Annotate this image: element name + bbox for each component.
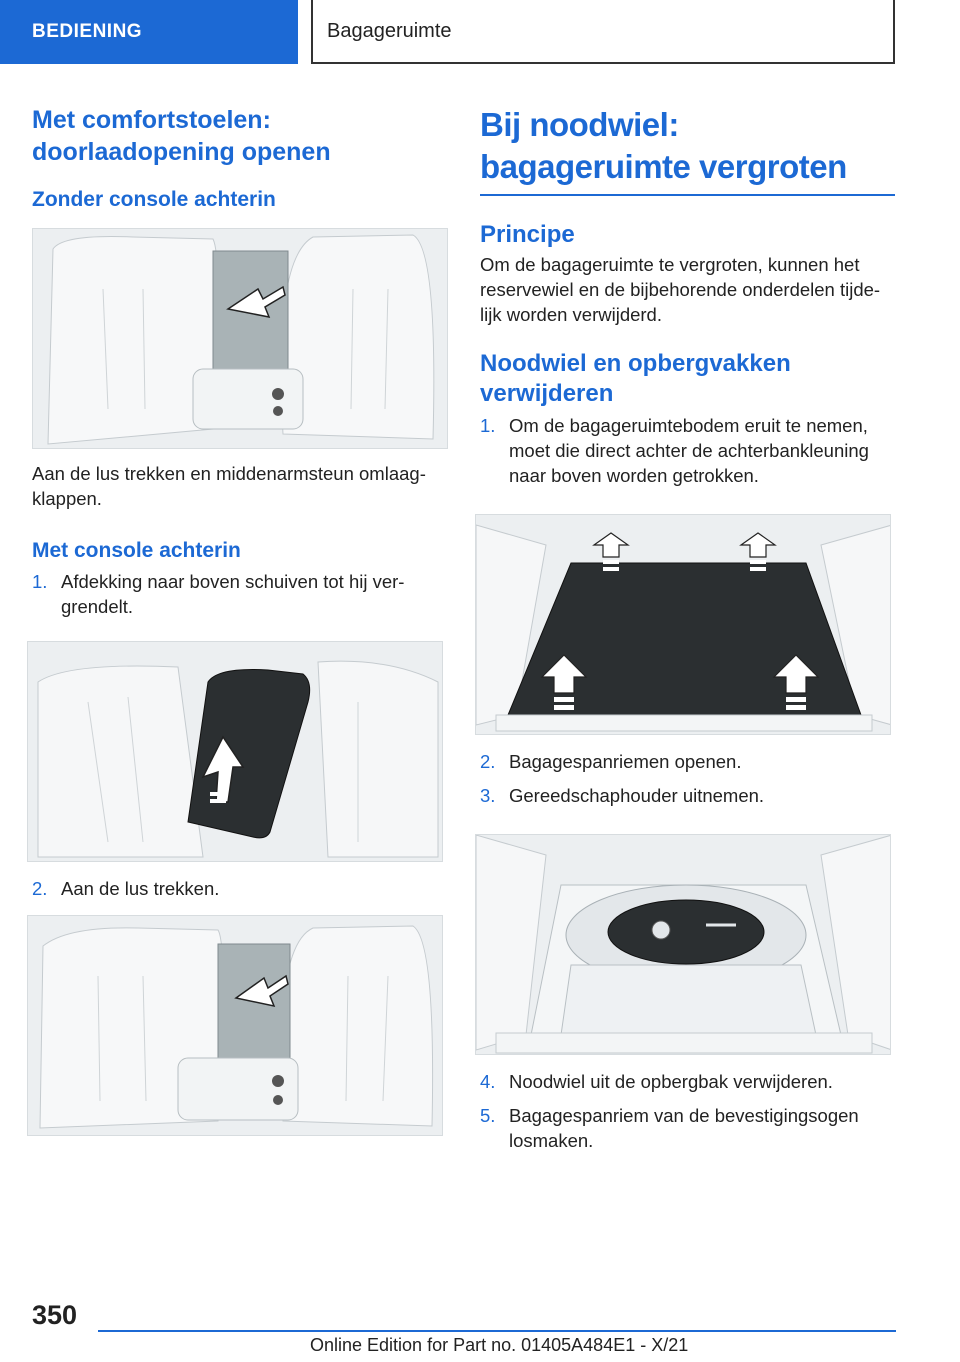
principe-text: Om de bagageruimte te vergroten, kunnen het reservewiel en de bijbehorende onderdelen tijde-lijk worden verwijderd. [480,254,881,325]
illustration-pull-loop [27,915,443,1136]
caption-1: Aan de lus trekken en middenarmsteun omlaag-klappen. [32,463,426,509]
right-step-4 [480,1069,895,1094]
step-number: 3. [480,785,496,806]
illustration-spare-wheel [475,834,891,1055]
step-text: Bagagespanriemen openen. [509,751,742,772]
left-heading: Met comfortstoelen: doorlaadopening openen [32,106,331,166]
section-tab [0,0,298,64]
section-label: BEDIENING [32,21,143,42]
right-step-3 [480,783,895,808]
right-step-5 [480,1103,895,1153]
right-column [480,104,895,1153]
step-number: 2. [32,878,48,899]
left-subheading-1: Zonder console achterin [32,188,276,211]
page-number: 350 [32,1300,78,1330]
step-number: 1. [32,571,48,592]
step-number: 5. [480,1105,496,1126]
step-text: Gereedschaphouder uitnemen. [509,785,765,806]
header-title-box [311,0,895,64]
footer-rule [98,1330,896,1332]
left-column [32,104,448,1136]
step-text: Afdekking naar boven schuiven tot hij ver-grendelt. [61,571,405,617]
left-subheading-2: Met console achterin [32,539,241,562]
right-step-1 [480,413,895,488]
step-text: Noodwiel uit de opbergbak verwijderen. [509,1071,833,1092]
right-step-2 [480,749,895,774]
step-number: 1. [480,415,496,436]
step-number: 4. [480,1071,496,1092]
step-text: Aan de lus trekken. [61,878,220,899]
step-text: Bagagespanriem van de bevestigingsogen losmaken. [509,1105,859,1151]
right-subheading: Noodwiel en opbergvakken verwijderen [480,350,791,407]
left-step-2 [32,876,448,901]
heading-rule [480,194,895,196]
header-title: Bagageruimte [327,19,452,42]
step-number: 2. [480,751,496,772]
step-text: Om de bagageruimtebodem eruit te nemen, moet die direct achter de achterbankleuning naar boven worden getrokken. [509,415,869,486]
right-heading: Bij noodwiel: bagageruimte vergroten [480,106,847,185]
illustration-rear-seat-no-console [32,228,448,449]
left-step-1 [32,569,448,619]
illustration-trunk-floor [475,514,891,735]
principe-title: Principe [480,221,575,248]
footer-edition: Online Edition for Part no. 01405A484E1 - X/21 [310,1335,689,1355]
illustration-console-cover [27,641,443,862]
